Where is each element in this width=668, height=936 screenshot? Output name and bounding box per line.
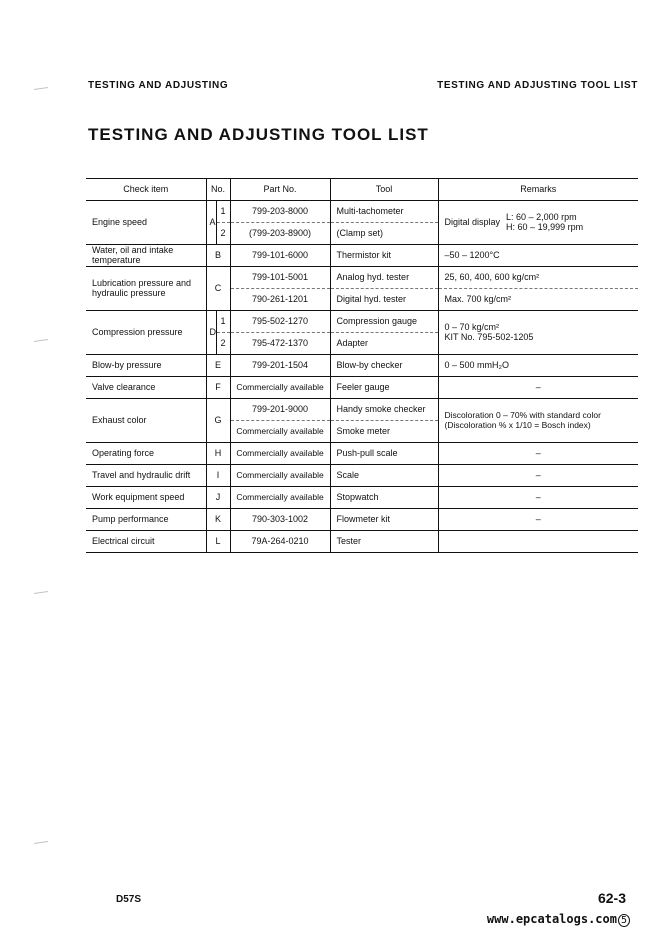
part-no: 795-502-1270 xyxy=(230,311,330,333)
tool: (Clamp set) xyxy=(330,223,438,245)
part-no: 799-101-6000 xyxy=(230,245,330,267)
table-row xyxy=(86,355,638,377)
check-item: Blow-by pressure xyxy=(86,355,206,377)
part-no: 790-303-1002 xyxy=(230,509,330,531)
remarks xyxy=(438,399,638,443)
item-no: J xyxy=(206,487,230,509)
remarks xyxy=(438,201,638,245)
col-header-tool: Tool xyxy=(330,179,438,201)
col-header-no: No. xyxy=(206,179,230,201)
tool: Scale xyxy=(330,465,438,487)
check-item: Compression pressure xyxy=(86,311,206,355)
remarks: – xyxy=(438,465,638,487)
remarks-high: H: 60 – 19,999 rpm xyxy=(506,221,584,232)
tool: Handy smoke checker xyxy=(330,399,438,421)
table-row xyxy=(86,531,638,553)
remarks-line: 0 – 70 kg/cm² xyxy=(444,321,500,332)
tool-list-table xyxy=(86,178,638,553)
model-label: D57S xyxy=(116,894,142,905)
circled-number: 5 xyxy=(618,914,630,927)
margin-mark xyxy=(34,591,48,597)
table-row xyxy=(86,465,638,487)
item-no: D xyxy=(206,311,216,355)
table-row xyxy=(86,201,638,223)
item-no: B xyxy=(206,245,230,267)
tool: Flowmeter kit xyxy=(330,509,438,531)
item-no: E xyxy=(206,355,230,377)
tool: Blow-by checker xyxy=(330,355,438,377)
part-no: Commercially available xyxy=(230,487,330,509)
part-no: 790-261-1201 xyxy=(230,289,330,311)
table-row xyxy=(86,377,638,399)
page-title: TESTING AND ADJUSTING TOOL LIST xyxy=(88,125,429,144)
remarks xyxy=(438,311,638,355)
tool: Tester xyxy=(330,531,438,553)
tool: Digital hyd. tester xyxy=(330,289,438,311)
running-header-left: TESTING AND ADJUSTING xyxy=(88,80,229,91)
website-watermark xyxy=(487,912,630,926)
remarks: – xyxy=(438,509,638,531)
margin-mark xyxy=(34,841,48,847)
running-header-right: TESTING AND ADJUSTING TOOL LIST xyxy=(437,80,638,91)
table-row xyxy=(86,245,638,267)
sub-no: 2 xyxy=(216,333,230,355)
check-item: Work equipment speed xyxy=(86,487,206,509)
check-item: Exhaust color xyxy=(86,399,206,443)
check-item: Lubrication pressure and hydraulic pressure xyxy=(86,267,206,311)
item-no: G xyxy=(206,399,230,443)
remarks: – xyxy=(438,487,638,509)
sub-no: 1 xyxy=(216,201,230,223)
tool: Feeler gauge xyxy=(330,377,438,399)
tool: Compression gauge xyxy=(330,311,438,333)
table-row xyxy=(86,399,638,421)
check-item: Travel and hydraulic drift xyxy=(86,465,206,487)
remarks-line: (Discoloration % x 1/10 = Bosch index) xyxy=(444,419,591,430)
tool: Stopwatch xyxy=(330,487,438,509)
part-no: 799-101-5001 xyxy=(230,267,330,289)
item-no: H xyxy=(206,443,230,465)
part-no: Commercially available xyxy=(230,377,330,399)
item-no: L xyxy=(206,531,230,553)
check-item: Pump performance xyxy=(86,509,206,531)
tool: Smoke meter xyxy=(330,421,438,443)
page-number: 62-3 xyxy=(597,890,626,906)
remarks: Max. 700 kg/cm² xyxy=(438,289,638,311)
check-item: Engine speed xyxy=(86,201,206,245)
website-text: www.epcatalogs.com xyxy=(486,912,617,926)
table-row xyxy=(86,509,638,531)
col-header-part-no: Part No. xyxy=(230,179,330,201)
part-no: 795-472-1370 xyxy=(230,333,330,355)
check-item: Valve clearance xyxy=(86,377,206,399)
remarks-low: L: 60 – 2,000 rpm xyxy=(506,211,577,222)
part-no: Commercially available xyxy=(230,465,330,487)
table-row xyxy=(86,443,638,465)
part-no: Commercially available xyxy=(230,443,330,465)
table-row xyxy=(86,267,638,289)
remarks: – xyxy=(438,377,638,399)
remarks-line: Discoloration 0 – 70% with standard color xyxy=(444,410,601,421)
check-item: Operating force xyxy=(86,443,206,465)
tool: Adapter xyxy=(330,333,438,355)
remarks: 0 – 500 mmH₂O xyxy=(438,355,638,377)
check-item: Water, oil and intake temperature xyxy=(86,245,206,267)
remarks: – xyxy=(438,443,638,465)
margin-mark xyxy=(34,87,48,93)
part-no: 799-201-1504 xyxy=(230,355,330,377)
table-row xyxy=(86,487,638,509)
item-no: A xyxy=(206,201,216,245)
sub-no: 2 xyxy=(216,223,230,245)
part-no: 799-201-9000 xyxy=(230,399,330,421)
sub-no: 1 xyxy=(216,311,230,333)
part-no: (799-203-8900) xyxy=(230,223,330,245)
remarks-label: Digital display xyxy=(444,216,501,227)
item-no: K xyxy=(206,509,230,531)
part-no: 79A-264-0210 xyxy=(230,531,330,553)
item-no: I xyxy=(206,465,230,487)
table-row xyxy=(86,311,638,333)
item-no: C xyxy=(206,267,230,311)
tool: Multi-tachometer xyxy=(330,201,438,223)
tool: Analog hyd. tester xyxy=(330,267,438,289)
part-no: 799-203-8000 xyxy=(230,201,330,223)
remarks-line: KIT No. 795-502-1205 xyxy=(444,331,534,342)
item-no: F xyxy=(206,377,230,399)
remarks: 25, 60, 400, 600 kg/cm² xyxy=(438,267,638,289)
check-item: Electrical circuit xyxy=(86,531,206,553)
col-header-check-item: Check item xyxy=(86,179,206,201)
part-no: Commercially available xyxy=(230,421,330,443)
remarks xyxy=(438,531,638,553)
remarks: –50 – 1200°C xyxy=(438,245,638,267)
tool: Thermistor kit xyxy=(330,245,438,267)
col-header-remarks: Remarks xyxy=(438,179,638,201)
margin-mark xyxy=(34,339,48,345)
table-header-row xyxy=(86,179,638,201)
tool: Push-pull scale xyxy=(330,443,438,465)
